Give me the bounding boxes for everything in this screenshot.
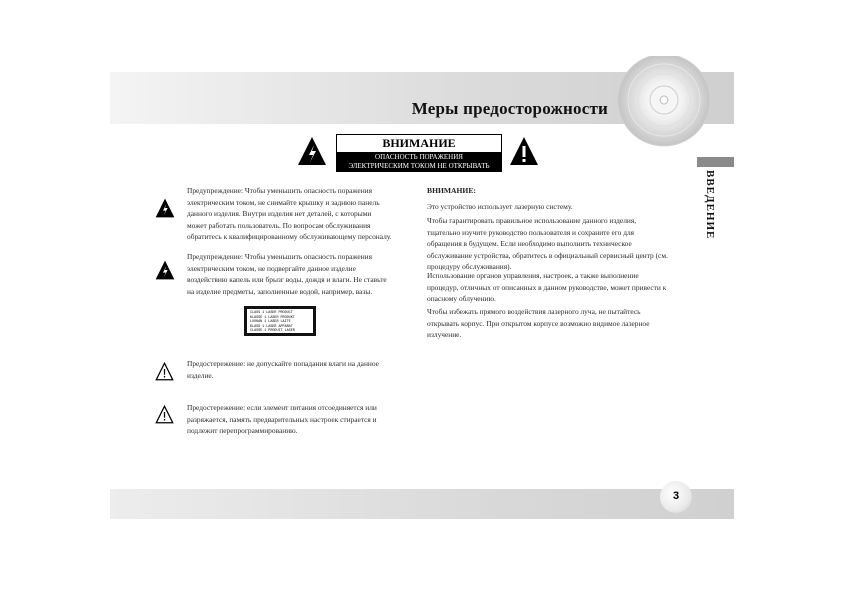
page-number: 3 (660, 481, 692, 513)
text-line: Предупреждение: Чтобы уменьшить опасность поражения (187, 186, 373, 195)
caution-line-1: ОПАСНОСТЬ ПОРАЖЕНИЯ (375, 153, 463, 161)
text-line: воздействию капель или брызг воды, дождя и влаги. Не ставьте (187, 275, 387, 285)
text-line: Это устройство использует лазерную систему. (427, 202, 573, 211)
laser-label-line: CLASSE 1 PRODUIT LASER (250, 329, 295, 334)
text-line: опасному облучению. (427, 294, 496, 304)
text-line: Предостережение: если элемент питания отсоединяется или (187, 403, 377, 412)
right-paragraph-1 (427, 201, 573, 213)
text-line: может работать пользователь. По вопросам обслуживания (187, 220, 371, 230)
text-line: электрическим током, не снимайте крышку и заднюю панель (187, 197, 380, 207)
electric-warning-icon (155, 198, 175, 218)
right-column-title: ВНИМАНИЕ: (427, 186, 476, 195)
text-line: тщательно изучите руководство пользователя и сохраните его для (427, 227, 635, 237)
text-line: обслуживание устройства, обратитесь в официальный сервисный центр (см. (427, 250, 668, 260)
text-line: подлежит перепрограммированию. (187, 426, 298, 436)
text-line: на изделие предметы, заполненные водой, например, вазы. (187, 286, 373, 296)
caution-line-2: ЭЛЕКТРИЧЕСКИМ ТОКОМ НЕ ОТКРЫВАТЬ (348, 161, 490, 170)
text-line: Чтобы избежать прямого воздействия лазерного луча, не пытайтесь (427, 307, 641, 316)
text-line: Чтобы гарантировать правильное использование данного изделия, (427, 216, 637, 225)
section-tab-bar (697, 157, 734, 167)
caution-note-1 (187, 358, 379, 381)
laser-label-line: KLASS 1 LASER APPARAT (250, 324, 293, 329)
caution-title: ВНИМАНИЕ (337, 135, 501, 152)
text-line: Предостережение: не допускайте попадания влаги на данное (187, 359, 379, 368)
text-line: Использование органов управления, настроек, а также выполнение (427, 271, 639, 280)
text-line: излучение. (427, 330, 462, 340)
electric-warning-icon (297, 136, 327, 166)
text-line: обращения в будущем. Если необходимо выполнить техническое (427, 239, 632, 249)
warning-note-1 (187, 185, 392, 243)
caution-note-2 (187, 402, 377, 437)
laser-label-line: KLASSE 1 LASER PRODUKT (250, 315, 295, 320)
caution-box (336, 134, 502, 172)
caution-outline-icon (155, 362, 174, 381)
electric-warning-icon (155, 260, 175, 280)
text-line: Предупреждение: Чтобы уменьшить опасность поражения (187, 252, 373, 261)
laser-label-line: CLASS 1 LASER PRODUCT (250, 311, 293, 315)
text-line: разряжается, память предварительных настроек стирается и (187, 414, 377, 424)
text-line: открывать корпус. При открытом корпусе возможно видимое лазерное (427, 318, 650, 328)
warning-note-2 (187, 251, 387, 297)
text-line: процедур, отличных от описанных в данном руководстве, может привести к (427, 282, 667, 292)
footer-band (110, 489, 734, 519)
text-line: изделие. (187, 370, 214, 380)
section-tab-label: ВВЕДЕНИЕ (704, 170, 716, 240)
caution-subtitle (337, 152, 501, 171)
caution-outline-icon (155, 405, 174, 424)
text-line: процедуру обслуживания). (427, 262, 512, 272)
laser-label-line: LUOKAN 1 LASER LAITE (250, 320, 291, 325)
right-paragraph-3 (427, 270, 666, 305)
right-paragraph-4 (427, 306, 650, 341)
page-title: Меры предосторожности (411, 99, 608, 118)
right-paragraph-2 (427, 215, 668, 273)
text-line: данного изделия. Внутри изделия нет деталей, с которыми (187, 209, 372, 219)
text-line: электрическим током, не подвергайте данное изделие (187, 263, 356, 273)
exclamation-warning-icon (509, 136, 539, 166)
laser-product-label (244, 306, 316, 336)
text-line: обратитесь к квалифицированному обслуживающему персоналу. (187, 232, 392, 242)
